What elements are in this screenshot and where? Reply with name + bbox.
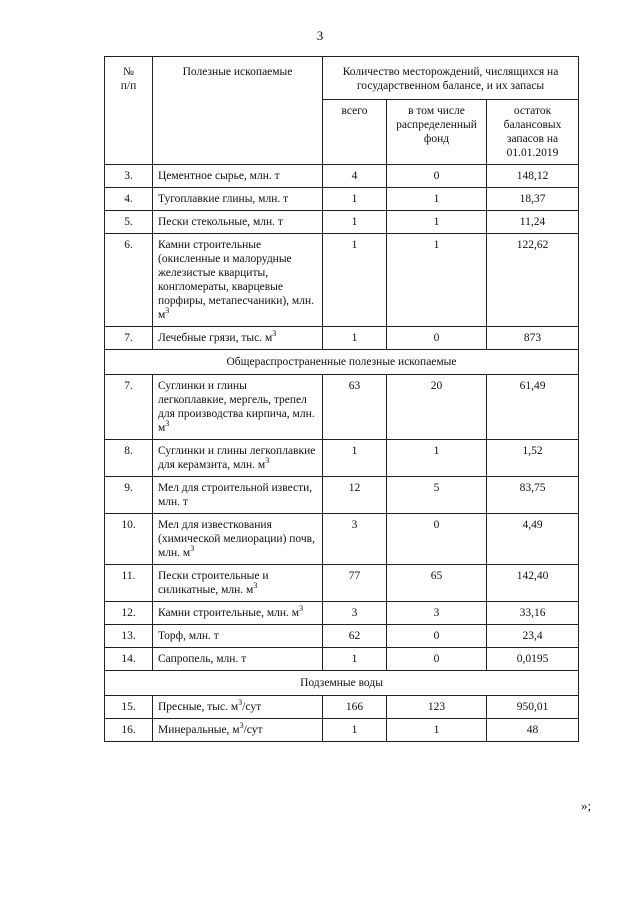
mineral-name [153, 375, 323, 440]
deposits-distributed: 1 [387, 234, 487, 327]
mineral-name-text: Мел для известкования (химической мелиорации) почв, млн. м [158, 519, 315, 559]
deposits-total: 77 [323, 565, 387, 602]
mineral-name-suffix: /сут [243, 724, 263, 736]
mineral-name-text: Камни строительные, млн. м [158, 607, 300, 619]
reserves-remaining: 142,40 [487, 565, 579, 602]
table-row [105, 234, 579, 327]
unit-superscript: 3 [299, 604, 304, 614]
mineral-name [153, 648, 323, 671]
mineral-name-suffix: /сут [242, 701, 262, 713]
mineral-reserves-table [104, 56, 579, 742]
unit-superscript: 3 [190, 544, 195, 554]
deposits-total: 4 [323, 165, 387, 188]
row-number: 13. [105, 625, 153, 648]
mineral-name [153, 188, 323, 211]
reserves-remaining: 61,49 [487, 375, 579, 440]
deposits-total: 3 [323, 602, 387, 625]
deposits-distributed: 1 [387, 188, 487, 211]
header-group: Количество месторождений, числящихся на государственном балансе, и их запасы [323, 57, 579, 100]
row-number: 7. [105, 375, 153, 440]
row-number: 5. [105, 211, 153, 234]
row-number: 14. [105, 648, 153, 671]
closing-mark: »; [581, 798, 592, 813]
reserves-remaining: 122,62 [487, 234, 579, 327]
mineral-name [153, 477, 323, 514]
section-row [105, 671, 579, 696]
deposits-distributed: 5 [387, 477, 487, 514]
table-row [105, 327, 579, 350]
mineral-name [153, 327, 323, 350]
mineral-name [153, 165, 323, 188]
deposits-total: 1 [323, 719, 387, 742]
deposits-total: 1 [323, 188, 387, 211]
row-number: 4. [105, 188, 153, 211]
mineral-name [153, 234, 323, 327]
mineral-name-text: Пески стекольные, млн. т [158, 216, 283, 228]
reserves-remaining: 1,52 [487, 440, 579, 477]
row-number: 9. [105, 477, 153, 514]
header-reserves: остаток балансовых запасов на 01.01.2019 [487, 100, 579, 165]
mineral-name [153, 565, 323, 602]
unit-superscript: 3 [272, 329, 277, 339]
table-row [105, 648, 579, 671]
table-row [105, 188, 579, 211]
deposits-distributed: 1 [387, 719, 487, 742]
row-number: 11. [105, 565, 153, 602]
mineral-name-text: Мел для строительной извести, млн. т [158, 482, 313, 508]
table-row [105, 211, 579, 234]
deposits-total: 63 [323, 375, 387, 440]
unit-superscript: 3 [253, 581, 258, 591]
reserves-remaining: 4,49 [487, 514, 579, 565]
deposits-total: 12 [323, 477, 387, 514]
unit-superscript: 3 [238, 698, 243, 708]
reserves-remaining: 33,16 [487, 602, 579, 625]
deposits-total: 1 [323, 327, 387, 350]
deposits-distributed: 1 [387, 211, 487, 234]
deposits-distributed: 0 [387, 514, 487, 565]
mineral-name [153, 514, 323, 565]
table-row [105, 565, 579, 602]
deposits-total: 1 [323, 211, 387, 234]
deposits-distributed: 20 [387, 375, 487, 440]
reserves-remaining: 23,4 [487, 625, 579, 648]
deposits-total: 166 [323, 696, 387, 719]
reserves-remaining: 950,01 [487, 696, 579, 719]
mineral-name-text: Лечебные грязи, тыс. м [158, 332, 273, 344]
table-row [105, 602, 579, 625]
header-total: всего [323, 100, 387, 165]
mineral-name [153, 719, 323, 742]
section-row [105, 350, 579, 375]
mineral-name [153, 625, 323, 648]
deposits-distributed: 0 [387, 327, 487, 350]
table-row [105, 625, 579, 648]
section-title: Подземные воды [105, 671, 579, 696]
table-row [105, 719, 579, 742]
table-row [105, 696, 579, 719]
mineral-name [153, 440, 323, 477]
mineral-name-text: Суглинки и глины легкоплавкие для керамзита, млн. м [158, 445, 316, 471]
mineral-name-text: Сапропель, млн. т [158, 653, 247, 665]
header-distributed: в том числе распределенный фонд [387, 100, 487, 165]
mineral-name-text: Суглинки и глины легкоплавкие, мергель, трепел для производства кирпича, млн. м [158, 380, 315, 434]
unit-superscript: 3 [165, 306, 170, 316]
mineral-name-text: Пески строительные и силикатные, млн. м [158, 570, 269, 596]
row-number: 8. [105, 440, 153, 477]
deposits-total: 1 [323, 440, 387, 477]
mineral-name [153, 602, 323, 625]
deposits-distributed: 1 [387, 440, 487, 477]
section-title: Общераспространенные полезные ископаемые [105, 350, 579, 375]
deposits-total: 1 [323, 648, 387, 671]
mineral-name-text: Минеральные, м [158, 724, 240, 736]
row-number: 15. [105, 696, 153, 719]
table-row [105, 477, 579, 514]
deposits-total: 3 [323, 514, 387, 565]
mineral-name-text: Пресные, тыс. м [158, 701, 239, 713]
reserves-remaining: 148,12 [487, 165, 579, 188]
deposits-distributed: 0 [387, 165, 487, 188]
table-row [105, 514, 579, 565]
row-number: 6. [105, 234, 153, 327]
reserves-remaining: 18,37 [487, 188, 579, 211]
reserves-remaining: 11,24 [487, 211, 579, 234]
reserves-remaining: 83,75 [487, 477, 579, 514]
table-row [105, 440, 579, 477]
mineral-name-text: Торф, млн. т [158, 630, 219, 642]
row-number: 3. [105, 165, 153, 188]
table-row [105, 165, 579, 188]
table-row [105, 375, 579, 440]
row-number: 10. [105, 514, 153, 565]
deposits-total: 1 [323, 234, 387, 327]
deposits-distributed: 123 [387, 696, 487, 719]
row-number: 16. [105, 719, 153, 742]
mineral-name-text: Цементное сырье, млн. т [158, 170, 280, 182]
deposits-total: 62 [323, 625, 387, 648]
unit-superscript: 3 [165, 419, 170, 429]
header-mineral: Полезные ископаемые [153, 57, 323, 165]
row-number: 7. [105, 327, 153, 350]
header-num: № п/п [105, 57, 153, 165]
unit-superscript: 3 [239, 721, 244, 731]
deposits-distributed: 65 [387, 565, 487, 602]
reserves-remaining: 873 [487, 327, 579, 350]
mineral-name [153, 696, 323, 719]
deposits-distributed: 0 [387, 648, 487, 671]
reserves-remaining: 0,0195 [487, 648, 579, 671]
reserves-remaining: 48 [487, 719, 579, 742]
page-number: 3 [316, 28, 324, 43]
unit-superscript: 3 [265, 456, 270, 466]
deposits-distributed: 3 [387, 602, 487, 625]
deposits-distributed: 0 [387, 625, 487, 648]
mineral-name-text: Тугоплавкие глины, млн. т [158, 193, 289, 205]
row-number: 12. [105, 602, 153, 625]
mineral-name [153, 211, 323, 234]
mineral-name-text: Камни строительные (окисленные и малорудные железистые кварциты, конгломераты, кварцевые порфиры, метапесчаники), млн. м [158, 239, 314, 321]
table-header-row [105, 57, 579, 100]
